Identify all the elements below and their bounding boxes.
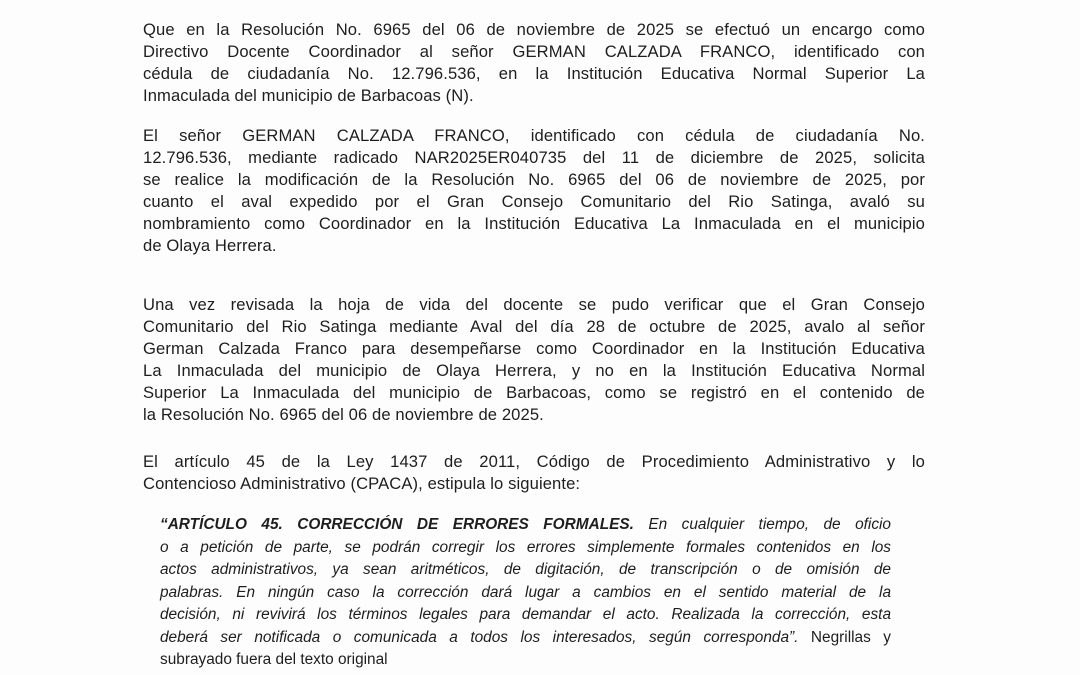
quote-text: deberá ser notificada o comunicada a todos los interesados, según corresponda”. xyxy=(160,628,799,646)
paragraph-1 xyxy=(143,19,925,107)
paragraph-line: German Calzada Franco para desempeñarse como Coordinador en la Institución Educativa xyxy=(143,339,925,358)
paragraph-line: cédula de ciudadanía No. 12.796.536, en la Institución Educativa Normal Superior La xyxy=(143,64,925,83)
paragraph-line: Directivo Docente Coordinador al señor GERMAN CALZADA FRANCO, identificado con xyxy=(143,42,925,61)
paragraph-line: Inmaculada del municipio de Barbacoas (N). xyxy=(143,86,474,105)
paragraph-line: 12.796.536, mediante radicado NAR2025ER040735 del 11 de diciembre de 2025, solicita xyxy=(143,148,925,167)
quote-heading: “ARTÍCULO 45. CORRECCIÓN DE ERRORES FORMALES. xyxy=(160,516,634,533)
paragraph-line: nombramiento como Coordinador en la Institución Educativa La Inmaculada en el municipio xyxy=(143,214,925,233)
paragraph-line: Comunitario del Rio Satinga mediante Aval del día 28 de octubre de 2025, avalo al señor xyxy=(143,317,925,336)
paragraph-line: Contencioso Administrativo (CPACA), estipula lo siguiente: xyxy=(143,474,581,493)
article-quote xyxy=(160,514,891,672)
quote-line xyxy=(160,627,891,650)
paragraph-line: El artículo 45 de la Ley 1437 de 2011, Código de Procedimiento Administrativo y lo xyxy=(143,452,925,471)
paragraph-line: cuanto el aval expedido por el Gran Consejo Comunitario del Rio Satinga, avaló su xyxy=(143,192,925,211)
paragraph-line: Superior La Inmaculada del municipio de Barbacoas, como se registró en el contenido de xyxy=(143,383,925,402)
paragraph-line: El señor GERMAN CALZADA FRANCO, identificado con cédula de ciudadanía No. xyxy=(143,126,925,145)
paragraph-line: se realice la modificación de la Resolución No. 6965 del 06 de noviembre de 2025, por xyxy=(143,170,925,189)
quote-note: Negrillas y xyxy=(798,628,891,646)
paragraph-line: Que en la Resolución No. 6965 del 06 de noviembre de 2025 se efectuó un encargo como xyxy=(143,20,925,39)
paragraph-line: La Inmaculada del municipio de Olaya Herrera, y no en la Institución Educativa Normal xyxy=(143,361,925,380)
paragraph-4 xyxy=(143,451,925,495)
quote-line: o a petición de parte, se podrán corregir los errores simplemente formales contenidos en los xyxy=(160,538,891,556)
paragraph-3 xyxy=(143,294,925,426)
quote-line: decisión, ni revivirá los términos legales para demandar el acto. Realizada la corrección, esta xyxy=(160,606,891,623)
quote-line: actos administrativos, ya sean aritméticos, de digitación, de transcripción o de omisión de xyxy=(160,561,891,578)
paragraph-line: Una vez revisada la hoja de vida del docente se pudo verificar que el Gran Consejo xyxy=(143,295,925,314)
paragraph-line: de Olaya Herrera. xyxy=(143,236,277,255)
quote-text: En cualquier tiempo, de oficio xyxy=(633,516,891,533)
quote-line xyxy=(160,514,891,537)
quote-line: palabras. En ningún caso la corrección dará lugar a cambios en el sentido material de la xyxy=(160,583,891,601)
quote-note-line xyxy=(160,649,891,672)
quote-note-continuation: subrayado fuera del texto original xyxy=(160,651,388,668)
paragraph-line: la Resolución No. 6965 del 06 de noviembre de 2025. xyxy=(143,405,544,424)
paragraph-2 xyxy=(143,125,925,257)
